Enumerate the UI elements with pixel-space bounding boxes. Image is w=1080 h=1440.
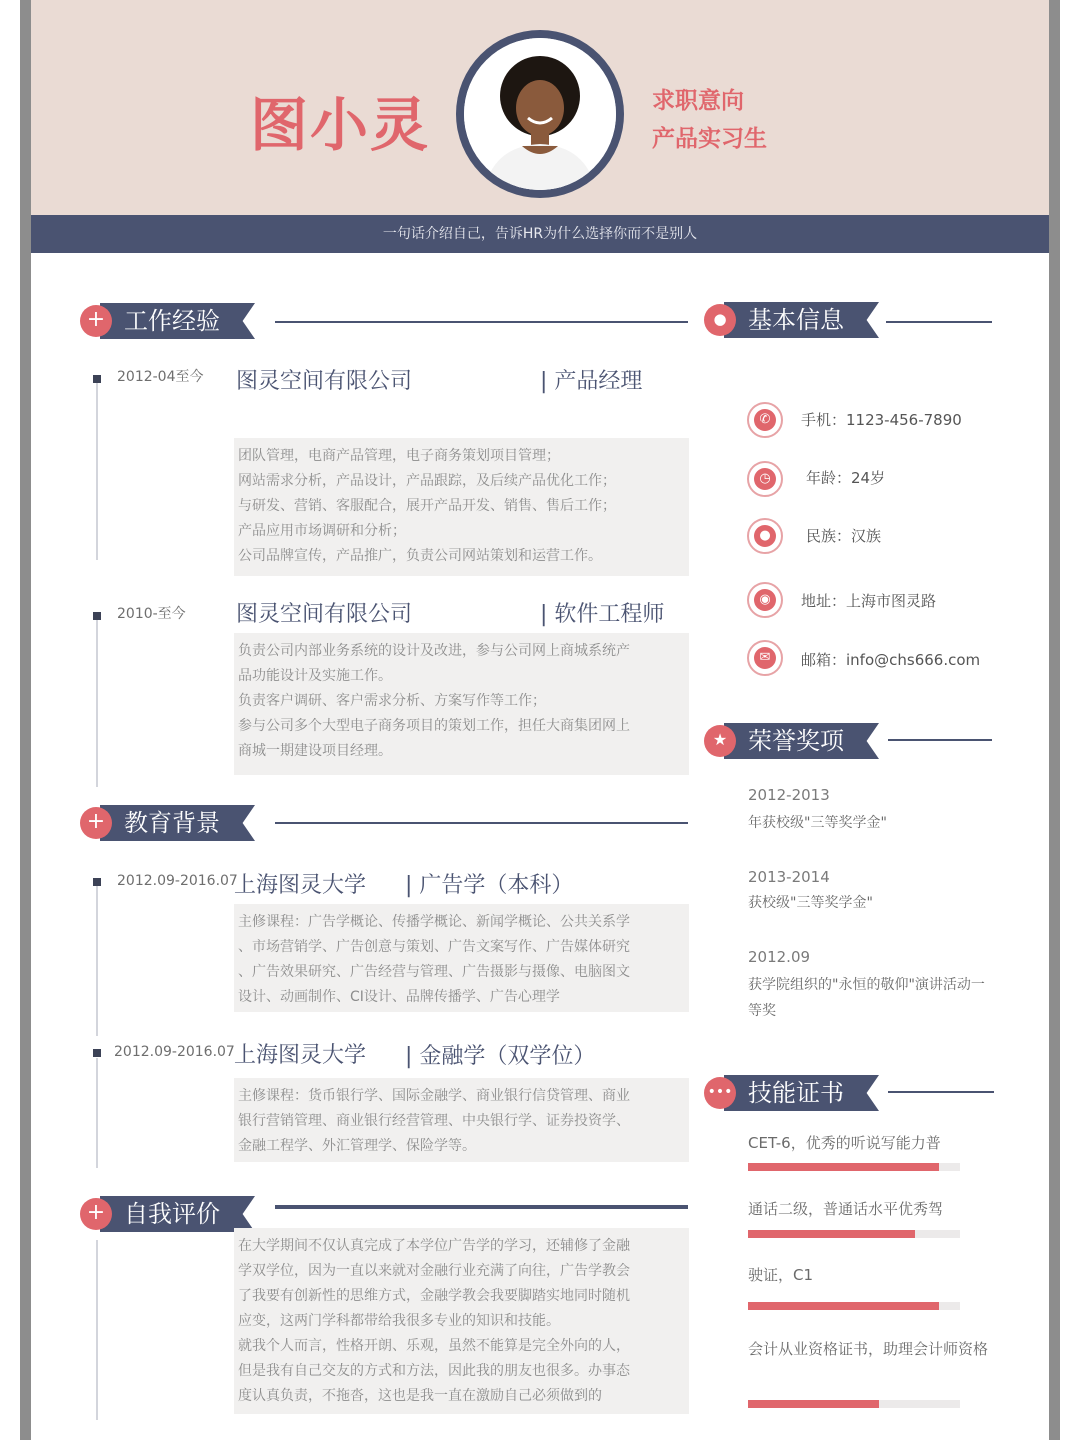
award-date: 2012-2013 xyxy=(748,786,830,804)
desc-line: 参与公司多个大型电子商务项目的策划工作，担任大商集团网上 xyxy=(238,718,630,734)
section-title: 基本信息 xyxy=(748,306,844,334)
timeline-line xyxy=(96,617,98,787)
desc-line: 、市场营销学、广告创意与策划、广告文案写作、广告媒体研究 xyxy=(238,939,630,955)
section-work-heading xyxy=(80,302,280,340)
award-text: 获校级"三等奖学金" xyxy=(748,895,873,911)
desc-line: 商城一期建设项目经理。 xyxy=(238,743,392,759)
self-evaluation-text xyxy=(234,1228,689,1414)
timeline-bullet xyxy=(93,612,101,620)
edu-description xyxy=(234,1078,689,1162)
timeline-line xyxy=(96,1058,98,1168)
section-awards-heading xyxy=(704,722,904,760)
desc-line: 银行营销管理、商业银行经营管理、中央银行学、证券投资学、 xyxy=(238,1113,630,1129)
section-skills-heading xyxy=(704,1074,904,1112)
timeline-bullet xyxy=(93,878,101,886)
skill-bar-fill xyxy=(748,1400,879,1408)
skill-name: 驶证，C1 xyxy=(748,1266,814,1284)
candidate-name: 图小灵 xyxy=(250,91,431,159)
edu-date: 2012.09-2016.07 xyxy=(114,1044,235,1060)
desc-line: 就我个人而言，性格开朗、乐观，虽然不能算是完全外向的人， xyxy=(238,1338,630,1354)
edu-major: | 金融学（双学位） xyxy=(405,1044,596,1069)
edu-major: | 广告学（本科） xyxy=(405,873,574,898)
desc-line: 但是我有自己交友的方式和方法，因此我的朋友也很多。办事态 xyxy=(238,1363,630,1379)
chat-icon: ● xyxy=(704,304,736,336)
desc-line: 、广告效果研究、广告经营与管理、广告摄影与摄像、电脑图文 xyxy=(238,964,630,980)
ethnicity-text: 民族：汉族 xyxy=(806,527,882,545)
plus-icon: + xyxy=(80,305,112,337)
desc-line: 团队管理，电商产品管理，电子商务策划项目管理； xyxy=(238,448,560,464)
skill-bar-fill xyxy=(748,1163,939,1171)
plus-icon: + xyxy=(80,1198,112,1230)
desc-line: 度认真负责，不拖沓，这也是我一直在激励自己必须做到的 xyxy=(238,1388,602,1404)
work-role: | 软件工程师 xyxy=(540,602,665,627)
section-divider xyxy=(275,321,688,323)
skill-name: 会计从业资格证书，助理会计师资格 xyxy=(748,1340,989,1358)
work-date: 2010-至今 xyxy=(117,606,186,622)
work-company: 图灵空间有限公司 xyxy=(236,369,413,394)
plus-icon: + xyxy=(80,807,112,839)
tagline-bar xyxy=(31,215,1049,253)
section-divider xyxy=(275,822,688,824)
desc-line: 负责公司内部业务系统的设计及改进，参与公司网上商城系统产 xyxy=(238,643,630,659)
desc-line: 在大学期间不仅认真完成了本学位广告学的学习，还辅修了金融 xyxy=(238,1238,630,1254)
desc-line: 学双学位，因为一直以来就对金融行业充满了向往，广告学教会 xyxy=(238,1263,630,1279)
timeline-bullet xyxy=(93,375,101,383)
desc-line: 与研发、营销、客服配合，展开产品开发、销售、售后工作； xyxy=(238,498,616,514)
skill-bar xyxy=(748,1163,960,1171)
dots-icon: ••• xyxy=(704,1077,736,1109)
skill-bar xyxy=(748,1230,960,1238)
page-border-left xyxy=(20,0,31,1440)
section-divider xyxy=(888,1091,994,1093)
skill-bar xyxy=(748,1400,960,1408)
desc-line: 设计、动画制作、CI设计、品牌传播学、广告心理学 xyxy=(238,989,560,1005)
section-title: 工作经验 xyxy=(124,307,220,335)
edu-description xyxy=(234,904,689,1012)
work-date: 2012-04至今 xyxy=(117,369,204,385)
section-divider xyxy=(275,1205,688,1209)
desc-line: 应变，这两门学科都带给我很多专业的知识和技能。 xyxy=(238,1313,560,1329)
award-date: 2012.09 xyxy=(748,948,811,966)
section-divider xyxy=(888,739,992,741)
section-education-heading xyxy=(80,804,280,842)
work-role: | 产品经理 xyxy=(540,369,643,394)
desc-line: 产品应用市场调研和分析； xyxy=(238,523,406,539)
desc-line: 公司品牌宣传，产品推广，负责公司网站策划和运营工作。 xyxy=(238,548,602,564)
work-description xyxy=(234,438,689,576)
skill-bar-fill xyxy=(748,1302,939,1310)
timeline-line xyxy=(96,1240,98,1420)
desc-line: 主修课程：货币银行学、国际金融学、商业银行信贷管理、商业 xyxy=(238,1088,630,1104)
phone-text: 手机：1123-456-7890 xyxy=(801,411,962,429)
email-text: 邮箱：info@chs666.com xyxy=(801,651,981,669)
timeline-bullet xyxy=(93,1049,101,1057)
section-divider xyxy=(886,321,992,323)
award-date: 2013-2014 xyxy=(748,868,830,886)
desc-line: 品功能设计及实施工作。 xyxy=(238,668,392,684)
award-text: 获学院组织的"永恒的敬仰"演讲活动一等奖 xyxy=(748,977,985,1019)
timeline-line xyxy=(96,886,98,1036)
page-border-right xyxy=(1049,0,1060,1440)
section-title: 技能证书 xyxy=(748,1079,844,1107)
desc-line: 网站需求分析，产品设计，产品跟踪，及后续产品优化工作； xyxy=(238,473,616,489)
section-title: 教育背景 xyxy=(124,809,220,837)
job-intent-value: 产品实习生 xyxy=(652,126,767,152)
location-icon: ◉ xyxy=(747,582,783,618)
section-title: 自我评价 xyxy=(124,1200,220,1228)
award-text: 年获校级"三等奖学金" xyxy=(748,815,887,831)
edu-school: 上海图灵大学 xyxy=(234,873,367,898)
desc-line: 主修课程：广告学概论、传播学概论、新闻学概论、公共关系学 xyxy=(238,914,630,930)
avatar-photo xyxy=(464,38,616,190)
clock-icon: ◷ xyxy=(747,461,783,497)
section-basic-heading xyxy=(704,301,904,339)
work-description xyxy=(234,633,689,775)
job-intent-label: 求职意向 xyxy=(652,88,744,114)
work-company: 图灵空间有限公司 xyxy=(236,602,413,627)
desc-line: 金融工程学、外汇管理学、保险学等。 xyxy=(238,1138,476,1154)
skill-name: 通话二级，普通话水平优秀驾 xyxy=(748,1200,944,1218)
timeline-line xyxy=(96,380,98,560)
age-text: 年龄：24岁 xyxy=(806,469,886,487)
avatar xyxy=(456,30,624,198)
phone-icon: ✆ xyxy=(747,402,783,438)
skill-bar-fill xyxy=(748,1230,915,1238)
skill-name: CET-6，优秀的听说写能力普 xyxy=(748,1134,941,1152)
star-icon: ★ xyxy=(704,725,736,757)
edu-school: 上海图灵大学 xyxy=(234,1043,367,1068)
desc-line: 负责客户调研、客户需求分析、方案写作等工作； xyxy=(238,693,546,709)
skill-bar xyxy=(748,1302,960,1310)
section-title: 荣誉奖项 xyxy=(748,727,844,755)
address-text: 地址：上海市图灵路 xyxy=(801,592,937,610)
tagline: 一句话介绍自己，告诉HR为什么选择你而不是别人 xyxy=(382,226,698,242)
edu-date: 2012.09-2016.07 xyxy=(117,873,238,889)
mail-icon: ✉ xyxy=(747,640,783,676)
desc-line: 了我要有创新性的思维方式，金融学教会我要脚踏实地同时随机 xyxy=(238,1288,630,1304)
person-icon: ● xyxy=(747,518,783,554)
